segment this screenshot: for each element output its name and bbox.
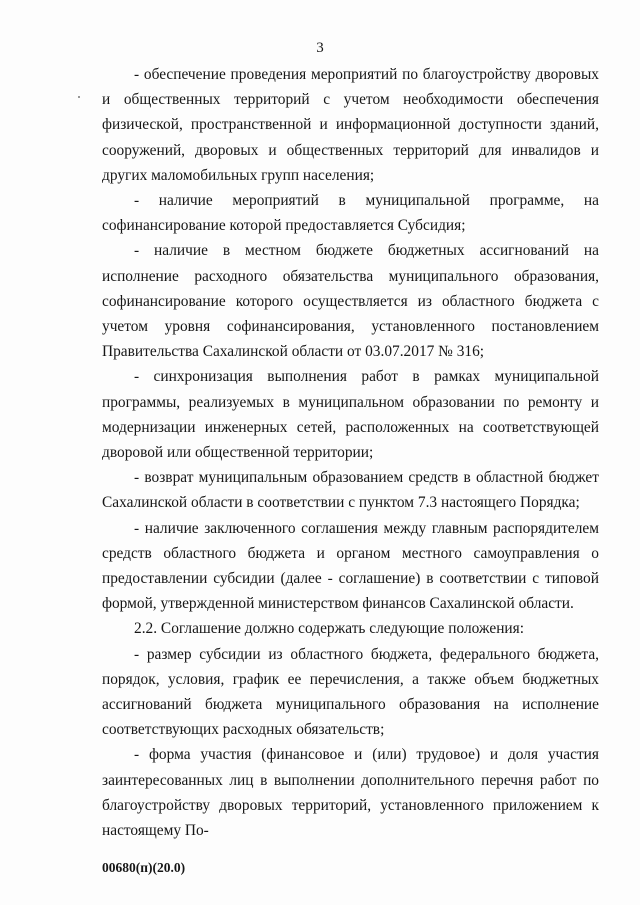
margin-mark — [78, 96, 80, 98]
paragraph-agreement: - наличие заключенного соглашения между главным распорядителем средств областного бюджета и органом местного самоуправления о предоставлении субсидии (далее - соглашение) в соответствии с типовой формой, утвержденной министерством финансов Сахалинской области. — [102, 519, 599, 613]
paragraph-section-2-2: 2.2. Соглашение должно содержать следующие положения: — [134, 620, 525, 638]
page-number: 3 — [316, 40, 324, 56]
document-body — [102, 62, 599, 843]
paragraph-refund: - возврат муниципальным образованием средств в областной бюджет Сахалинской области в соответствии с пунктом 7.3 настоящего Порядка; — [102, 469, 599, 512]
paragraph-program-measures: - наличие мероприятий в муниципальной программе, на софинансирование которой предоставляется Субсидия; — [102, 192, 599, 235]
paragraph-participation-form: - форма участия (финансовое и (или) трудовое) и доля участия заинтересованных лиц в выполнении дополнительного перечня работ по благоустройству дворовых территорий, установленного приложением к настоящему По- — [102, 746, 599, 840]
paragraph-accessibility: - обеспечение проведения мероприятий по благоустройству дворовых и общественных территорий с учетом необходимости обеспечения физической, пространственной и информационной доступности зданий, сооружений, дворовых и общественных территорий для инвалидов и других маломобильных групп населения; — [102, 66, 599, 184]
paragraph-synchronization: - синхронизация выполнения работ в рамках муниципальной программы, реализуемых в муниципальном образовании по ремонту и модернизации инженерных сетей, расположенных на соответствующей дворовой или общественной территории; — [102, 368, 599, 462]
paragraph-subsidy-size: - размер субсидии из областного бюджета, федерального бюджета, порядок, условия, график ее перечисления, а также объем бюджетных ассигнований бюджета муниципального образования на исполнение соответствующих расходных обязательств; — [102, 645, 599, 739]
document-code: 00680(п)(20.0) — [102, 860, 186, 875]
paragraph-budget-allocations: - наличие в местном бюджете бюджетных ассигнований на исполнение расходного обязательства муниципального образования, софинансирование которого осуществляется из областного бюджета с учетом уровня софинансирования, установленного постановлением Правительства Сахалинской области от 03.07.2017 № 316; — [102, 242, 599, 361]
